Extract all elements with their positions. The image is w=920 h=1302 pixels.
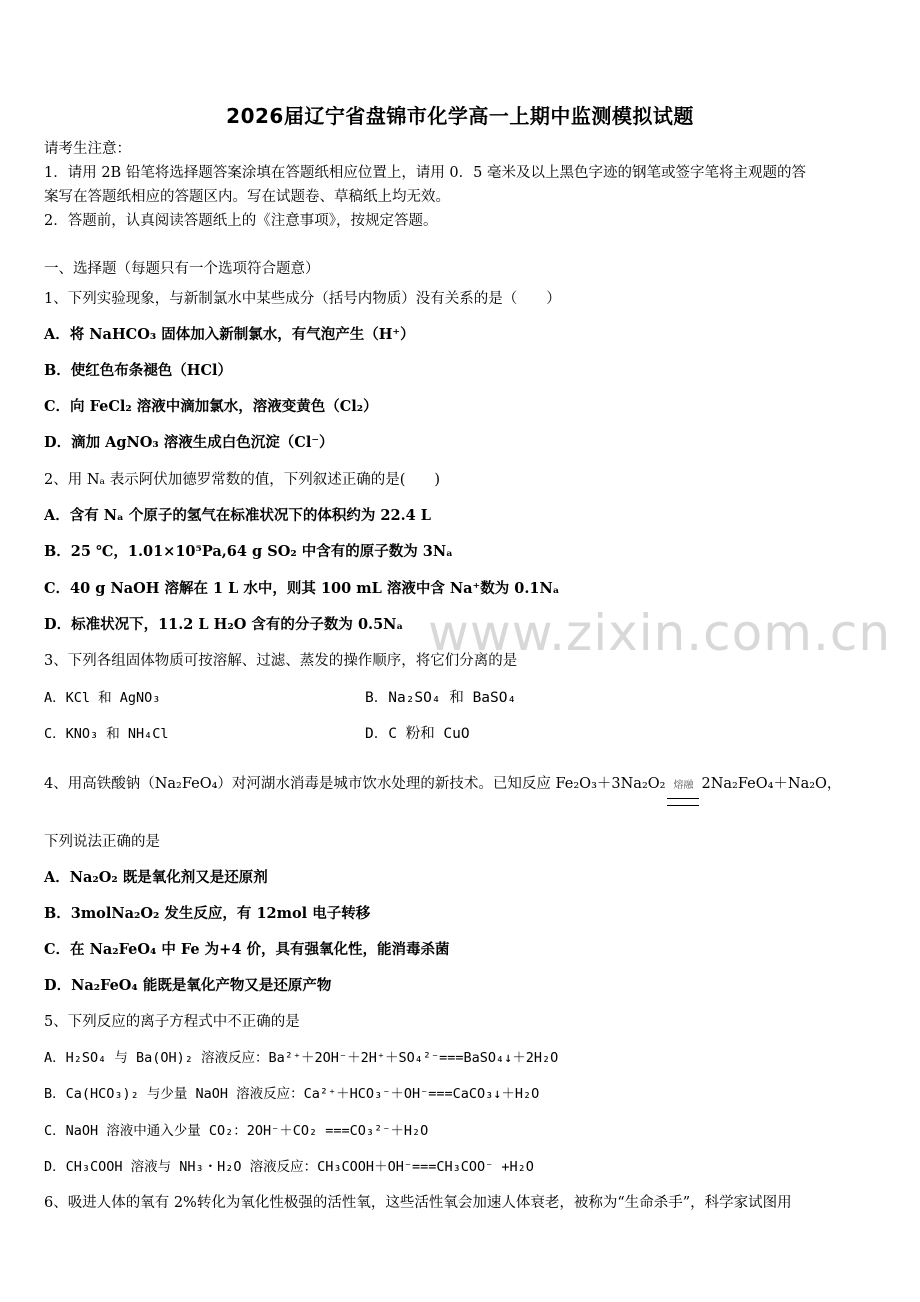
notice-item-1b: 案写在答题纸相应的答题区内。写在试题卷、草稿纸上均无效。 [44,189,450,205]
question-3-stem: 3、下列各组固体物质可按溶解、过滤、蒸发的操作顺序，将它们分离的是 [44,653,518,669]
watermark: www.zixin.com.cn [428,604,892,662]
question-4-stem [44,774,841,796]
reaction-condition [665,776,701,796]
question-3-option-a: A．KCl 和 AgNO₃ [44,690,161,706]
question-1-stem: 1、下列实验现象，与新制氯水中某些成分（括号内物质）没有关系的是（ ） [44,291,561,307]
question-5-option-d: D．CH₃COOH 溶液与 NH₃・H₂O 溶液反应：CH₃COOH＋OH⁻===CH₃COO⁻ +H₂O [44,1159,534,1175]
question-4-stem-start: 4、用高铁酸钠（Na₂FeO₄）对河湖水消毒是城市饮水处理的新技术。已知反应 Fe₂O₃＋3Na₂O₂ [44,776,666,792]
page-title: 2026届辽宁省盘锦市化学高一上期中监测模拟试题 [226,104,694,128]
question-5-option-b: B．Ca(HCO₃)₂ 与少量 NaOH 溶液反应：Ca²⁺＋HCO₃⁻＋OH⁻===CaCO₃↓＋H₂O [44,1086,540,1102]
question-4-option-a: A．Na₂O₂ 既是氧化剂又是还原剂 [44,869,268,886]
question-2-option-d: D．标准状况下，11.2 L H₂O 含有的分子数为 0.5Nₐ [44,616,404,633]
question-2-option-b: B．25 ℃，1.01×10⁵Pa,64 g SO₂ 中含有的原子数为 3Nₐ [44,543,453,560]
question-2-option-a: A．含有 Nₐ 个原子的氢气在标准状况下的体积约为 22.4 L [44,507,431,524]
question-5-stem: 5、下列反应的离子方程式中不正确的是 [44,1014,300,1030]
reaction-condition-label: 熔融 [673,780,694,791]
question-3-option-c: C．KNO₃ 和 NH₄Cl [44,726,169,742]
question-5-option-c: C．NaOH 溶液中通入少量 CO₂：2OH⁻＋CO₂ ===CO₃²⁻＋H₂O [44,1123,429,1139]
question-1-option-c: C．向 FeCl₂ 溶液中滴加氯水，溶液变黄色（Cl₂） [44,398,378,415]
question-4-option-c: C．在 Na₂FeO₄ 中 Fe 为+4 价，具有强氧化性，能消毒杀菌 [44,941,450,958]
notice-item-2: 2．答题前，认真阅读答题纸上的《注意事项》，按规定答题。 [44,213,438,229]
question-6-stem: 6、吸进人体的氧有 2%转化为氧化性极强的活性氧，这些活性氧会加速人体衰老，被称为“生命杀手”，科学家试图用 [44,1195,792,1211]
equals-sign [667,798,699,806]
question-3-option-d: D．C 粉和 CuO [365,726,470,742]
question-4-option-b: B．3molNa₂O₂ 发生反应，有 12mol 电子转移 [44,905,371,922]
question-1-option-d: D．滴加 AgNO₃ 溶液生成白色沉淀（Cl⁻） [44,434,334,451]
section-heading: 一、选择题（每题只有一个选项符合题意） [44,261,320,277]
question-4-option-d: D．Na₂FeO₄ 能既是氧化产物又是还原产物 [44,977,332,994]
notice-item-1a: 1．请用 2B 铅笔将选择题答案涂填在答题纸相应位置上，请用 0．5 毫米及以上黑色字迹的钢笔或签字笔将主观题的答 [44,165,806,181]
question-1-option-b: B．使红色布条褪色（HCl） [44,362,233,379]
question-2-stem: 2、用 Nₐ 表示阿伏加德罗常数的值，下列叙述正确的是( ) [44,472,441,488]
notice-heading: 请考生注意： [44,141,131,157]
question-3-option-b: B．Na₂SO₄ 和 BaSO₄ [365,690,517,706]
question-5-option-a: A．H₂SO₄ 与 Ba(OH)₂ 溶液反应：Ba²⁺＋2OH⁻＋2H⁺＋SO₄²⁻===BaSO₄↓＋2H₂O [44,1050,559,1066]
question-4-stem-2: 下列说法正确的是 [44,834,160,850]
question-4-stem-end: 2Na₂FeO₄＋Na₂O， [701,776,842,792]
question-2-option-c: C．40 g NaOH 溶解在 1 L 水中，则其 100 mL 溶液中含 Na⁺数为 0.1Nₐ [44,580,560,597]
question-1-option-a: A．将 NaHCO₃ 固体加入新制氯水，有气泡产生（H⁺） [44,326,415,343]
